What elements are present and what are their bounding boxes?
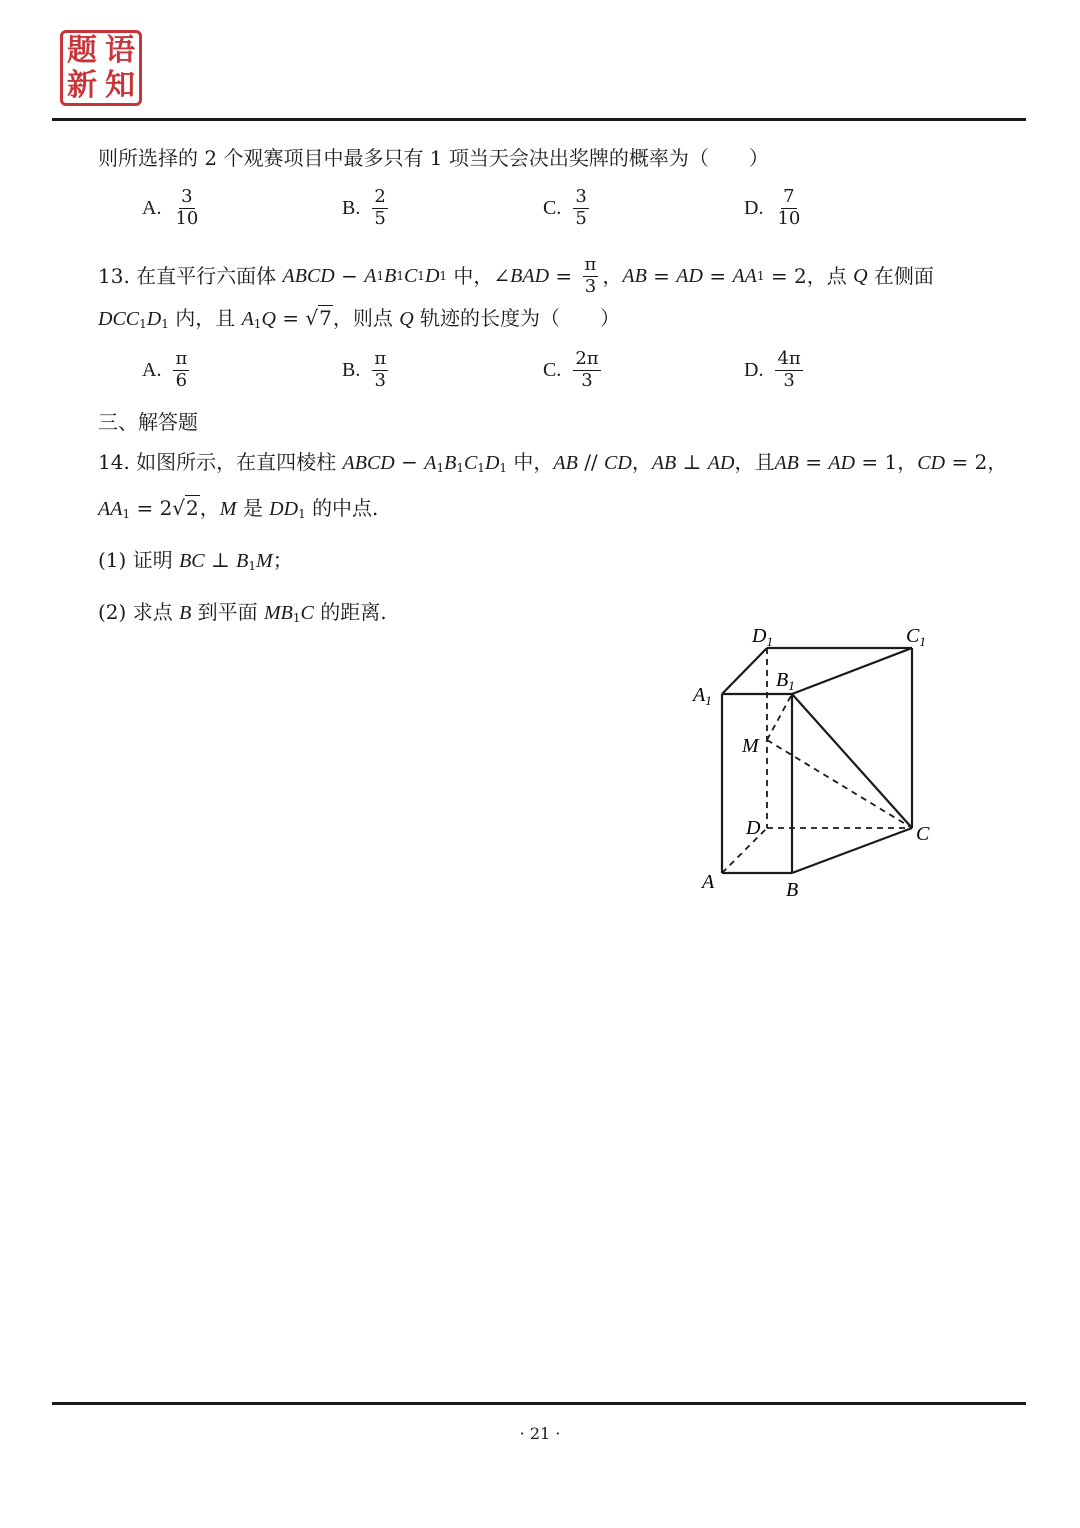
q13-option-b: B. $\frac{\pi}{3}$ bbox=[342, 348, 387, 391]
label-c: C bbox=[916, 823, 930, 845]
edge-a1-d1 bbox=[722, 648, 767, 694]
footer-rule bbox=[52, 1402, 1026, 1405]
q12-option-c: C. $\frac{3}{5}$ bbox=[543, 186, 587, 229]
logo-char: 题 bbox=[67, 32, 97, 68]
label-b: B bbox=[786, 879, 799, 901]
logo-char: 语 bbox=[105, 32, 135, 68]
label-m: M bbox=[742, 735, 759, 757]
edge-b-c bbox=[792, 828, 912, 873]
label-b1: $B_1$ bbox=[776, 669, 795, 693]
q14-part1: (1) 证明 BC ⊥ $B_1M$； bbox=[98, 548, 293, 573]
edge-m-c-dashed bbox=[767, 740, 912, 828]
edge-b1-c1 bbox=[792, 648, 912, 694]
q13-option-a: A. $\frac{\pi}{6}$ bbox=[142, 348, 188, 391]
label-d1: $D_1$ bbox=[752, 625, 773, 649]
edge-b1-c bbox=[792, 694, 912, 828]
q12-stem: 则所选择的 2 个观赛项目中最多只有 1 项当天会决出奖牌的概率为（ ） bbox=[98, 146, 769, 170]
q12-option-d: D. $\frac{7}{10}$ bbox=[744, 186, 801, 229]
q12-option-b: B. $\frac{2}{5}$ bbox=[342, 186, 386, 229]
logo-seal bbox=[60, 30, 142, 106]
label-a: A bbox=[702, 871, 715, 893]
prism-figure bbox=[680, 615, 950, 905]
section-title: 三、解答题 bbox=[98, 410, 198, 434]
q13-stem-line2: $DCC_1D_1$ 内，且 $A_1Q = √7$，则点 Q 轨迹的长度为（ ） bbox=[98, 306, 621, 331]
q14-stem-line2: $AA_1 = 2√2$，M 是 $DD_1$ 的中点. bbox=[98, 496, 379, 521]
edge-m-b1-dashed bbox=[767, 694, 792, 740]
label-d: D bbox=[746, 817, 761, 839]
q12-option-a: A. $\frac{3}{10}$ bbox=[142, 186, 199, 229]
logo-char: 知 bbox=[105, 67, 135, 103]
label-a1: $A_1$ bbox=[693, 684, 712, 708]
label-c1: $C_1$ bbox=[906, 625, 926, 649]
q14-stem-line1: 14. 如图所示，在直四棱柱 ABCD − $A_1B_1C_1D_1$ 中，AB // CD，AB ⊥ AD，且AB = AD = 1，CD = 2， bbox=[98, 450, 1008, 475]
page-number: · 21 · bbox=[519, 1424, 561, 1443]
header-rule bbox=[52, 118, 1026, 121]
q13-option-c: C. $\frac{2\pi}{3}$ bbox=[543, 348, 599, 391]
q13-stem-line1: 13. 在直平行六面体 ABCD − A 1 B 1 C 1 D 1 中，∠ BAD = $\frac{\pi}{3}$ ， AB = AD = AA 1 = 2 ，点 Q 在侧面 bbox=[98, 254, 934, 297]
logo-char: 新 bbox=[67, 67, 97, 103]
q14-part2: (2) 求点 B 到平面 $MB_1C$ 的距离. bbox=[98, 600, 387, 625]
q13-option-d: D. $\frac{4\pi}{3}$ bbox=[744, 348, 801, 391]
